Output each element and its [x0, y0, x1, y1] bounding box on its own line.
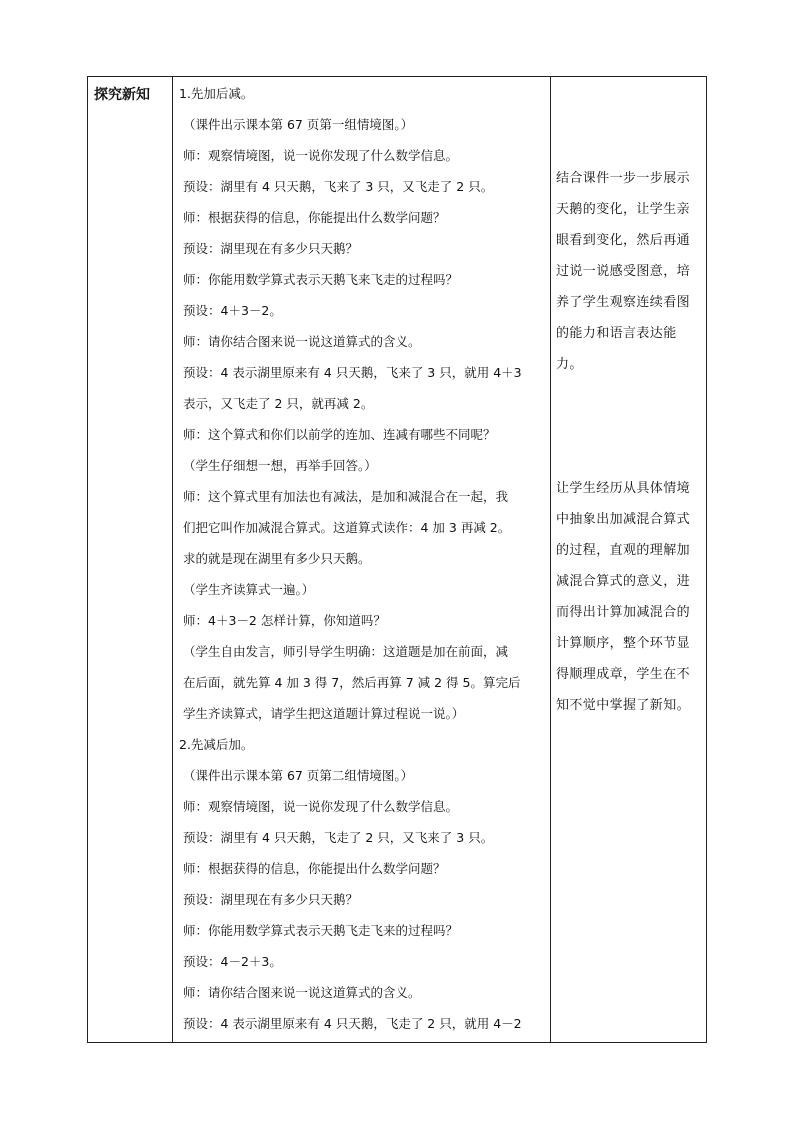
note-line: 让学生经历从具体情境: [556, 481, 691, 496]
note-line: 计算顺序，整个环节显: [556, 636, 691, 651]
lesson-line: （学生自由发言，师引导学生明确：这道题是加在前面，减: [183, 644, 509, 659]
section-label: 探究新知: [94, 87, 150, 103]
note-line: 知不觉中掌握了新知。: [556, 698, 691, 713]
note-line: 天鹅的变化，让学生亲: [556, 202, 691, 217]
lesson-line: （课件出示课本第 67 页第二组情境图。）: [183, 768, 414, 783]
lesson-table: [87, 76, 707, 1043]
lesson-line: 1.先加后减。: [179, 86, 254, 101]
lesson-line: 预设：4 表示湖里原来有 4 只天鹅，飞来了 3 只，就用 4＋3: [183, 365, 522, 380]
column-divider-1: [172, 77, 173, 1042]
lesson-line: 学生齐读算式，请学生把这道题计算过程说一说。）: [183, 706, 465, 721]
note-line: 力。: [556, 357, 583, 372]
lesson-line: 预设：4 表示湖里原来有 4 只天鹅，飞走了 2 只，就用 4－2: [183, 1016, 522, 1031]
lesson-line: 师：你能用数学算式表示天鹅飞走飞来的过程吗？: [183, 923, 459, 938]
note-line: 减混合算式的意义，进: [556, 574, 691, 589]
note-line: 而得出计算加减混合的: [556, 605, 691, 620]
note-line: 中抽象出加减混合算式: [556, 512, 691, 527]
lesson-line: 师：观察情境图，说一说你发现了什么数学信息。: [183, 148, 459, 163]
lesson-line: 师：这个算式里有加法也有减法，是加和减混合在一起，我: [183, 489, 509, 504]
note-line: 得顺理成章，学生在不: [556, 667, 691, 682]
lesson-line: 师：根据获得的信息，你能提出什么数学问题？: [183, 861, 446, 876]
lesson-line: 师：你能用数学算式表示天鹅飞来飞走的过程吗？: [183, 272, 459, 287]
lesson-line: 在后面，就先算 4 加 3 得 7，然后再算 7 减 2 得 5。算完后: [183, 675, 521, 690]
lesson-line: 预设：湖里有 4 只天鹅，飞走了 2 只，又飞来了 3 只。: [183, 830, 494, 845]
note-line: 结合课件一步一步展示: [556, 171, 691, 186]
lesson-line: 师：观察情境图，说一说你发现了什么数学信息。: [183, 799, 459, 814]
note-line: 的能力和语言表达能: [556, 326, 677, 341]
lesson-line: （学生仔细想一想，再举手回答。）: [183, 458, 377, 473]
lesson-line: 预设：4＋3－2。: [183, 303, 282, 318]
lesson-line: 预设：湖里有 4 只天鹅，飞来了 3 只，又飞走了 2 只。: [183, 179, 494, 194]
lesson-line: （课件出示课本第 67 页第一组情境图。）: [183, 117, 414, 132]
lesson-line: 预设：4－2＋3。: [183, 954, 282, 969]
lesson-line: 预设：湖里现在有多少只天鹅？: [183, 241, 359, 256]
lesson-line: 师：请你结合图来说一说这道算式的含义。: [183, 334, 421, 349]
lesson-line: （学生齐读算式一遍。）: [183, 582, 315, 597]
lesson-line: 2.先减后加。: [179, 737, 254, 752]
note-line: 养了学生观察连续看图: [556, 295, 691, 310]
note-line: 的过程，直观的理解加: [556, 543, 691, 558]
column-divider-2: [550, 77, 551, 1042]
lesson-line: 们把它叫作加减混合算式。这道算式读作：4 加 3 再减 2。: [183, 520, 511, 535]
lesson-line: 师：根据获得的信息，你能提出什么数学问题？: [183, 210, 446, 225]
note-line: 过说一说感受图意，培: [556, 264, 691, 279]
lesson-line: 表示，又飞走了 2 只，就再减 2。: [183, 396, 374, 411]
lesson-line: 师：这个算式和你们以前学的连加、连减有哪些不同呢？: [183, 427, 496, 442]
note-line: 眼看到变化，然后再通: [556, 233, 691, 248]
lesson-line: 求的就是现在湖里有多少只天鹅。: [183, 551, 371, 566]
lesson-line: 师：4＋3－2 怎样计算，你知道吗？: [183, 613, 386, 628]
lesson-line: 预设：湖里现在有多少只天鹅？: [183, 892, 359, 907]
lesson-line: 师：请你结合图来说一说这道算式的含义。: [183, 985, 421, 1000]
